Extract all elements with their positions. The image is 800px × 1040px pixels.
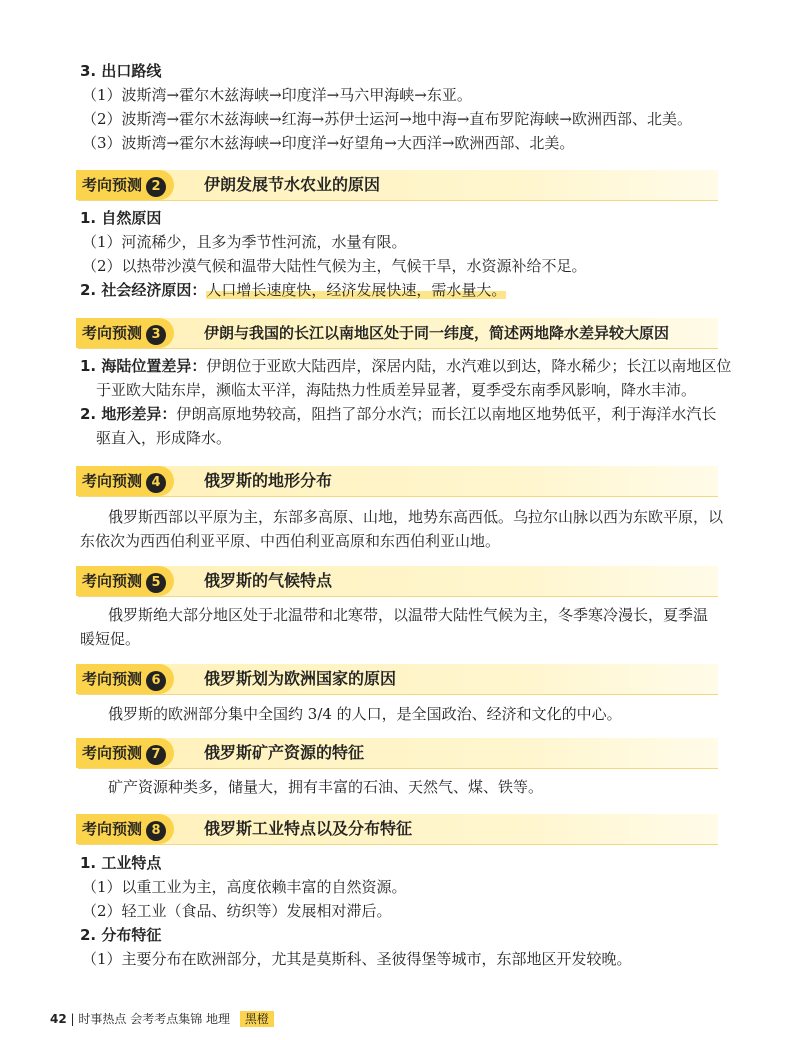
topic-tag: 考向预测 8: [76, 814, 174, 844]
route-2: （2）波斯湾→霍尔木兹海峡→红海→苏伊士运河→地中海→直布罗陀海峡→欧洲西部、北美。: [82, 110, 692, 128]
section-heading: 3. 出口路线: [80, 62, 162, 80]
edition-badge: 黑橙: [240, 1011, 274, 1027]
paragraph-line: 矿产资源种类多，储量大，拥有丰富的石油、天然气、煤、铁等。: [108, 778, 544, 796]
page-footer: [50, 1010, 274, 1027]
topic-bar-2: [78, 170, 718, 201]
topic-tag: 考向预测 6: [76, 664, 174, 694]
topic-bar-6: [78, 664, 718, 695]
route-1: （1）波斯湾→霍尔木兹海峡→印度洋→马六甲海峡→东亚。: [82, 86, 472, 104]
topic-tag: 考向预测 5: [76, 566, 174, 596]
topic-bar-5: [78, 566, 718, 597]
answer-line: （2）轻工业（食品、纺织等）发展相对滞后。: [82, 902, 392, 920]
answer-line: 2. 社会经济原因：人口增长速度快，经济发展快速，需水量大。: [80, 281, 507, 299]
topic-tag: 考向预测 7: [76, 738, 174, 768]
answer-line: 驱直入，形成降水。: [96, 429, 232, 447]
answer-line: 2. 地形差异：伊朗高原地势较高，阻挡了部分水汽；而长江以南地区地势低平，利于海洋水汽长: [80, 405, 717, 423]
paragraph-line: 俄罗斯的欧洲部分集中全国约 3/4 的人口，是全国政治、经济和文化的中心。: [108, 705, 622, 723]
page-number: 42: [50, 1012, 67, 1026]
book-title: | 时事热点 会考考点集锦 地理: [70, 1012, 231, 1026]
topic-tag: 考向预测 4: [76, 466, 174, 496]
answer-line: （1）主要分布在欧洲部分，尤其是莫斯科、圣彼得堡等城市，东部地区开发较晚。: [82, 950, 632, 968]
topic-title: 俄罗斯的气候特点: [204, 571, 333, 590]
topic-tag: 考向预测 3: [76, 318, 174, 348]
topic-bar-8: [78, 814, 718, 845]
topic-title: 伊朗发展节水农业的原因: [204, 175, 381, 194]
paragraph-line: 俄罗斯西部以平原为主，东部多高原、山地，地势东高西低。乌拉尔山脉以西为东欧平原，以: [108, 508, 724, 526]
paragraph-line: 俄罗斯绝大部分地区处于北温带和北寒带，以温带大陆性气候为主，冬季寒冷漫长，夏季温: [108, 606, 709, 624]
subheading: 1. 自然原因: [80, 209, 162, 227]
paragraph-line: 暖短促。: [80, 630, 141, 648]
answer-line: 于亚欧大陆东岸，濒临太平洋，海陆热力性质差异显著，夏季受东南季风影响，降水丰沛。: [96, 381, 697, 399]
subheading: 2. 分布特征: [80, 926, 162, 944]
answer-line: （1）以重工业为主，高度依赖丰富的自然资源。: [82, 878, 407, 896]
topic-bar-7: [78, 738, 718, 769]
answer-line: （2）以热带沙漠气候和温带大陆性气候为主，气候干旱，水资源补给不足。: [82, 257, 587, 275]
subheading: 1. 工业特点: [80, 854, 162, 872]
topic-title: 伊朗与我国的长江以南地区处于同一纬度，简述两地降水差异较大原因: [204, 324, 670, 342]
topic-tag: 考向预测 2: [76, 170, 174, 200]
paragraph-line: 东依次为西西伯利亚平原、中西伯利亚高原和东西伯利亚山地。: [80, 532, 501, 550]
topic-title: 俄罗斯划为欧洲国家的原因: [204, 669, 397, 688]
topic-title: 俄罗斯矿产资源的特征: [204, 743, 365, 762]
topic-bar-3: [78, 318, 718, 349]
route-3: （3）波斯湾→霍尔木兹海峡→印度洋→好望角→大西洋→欧洲西部、北美。: [82, 134, 575, 152]
topic-bar-4: [78, 466, 718, 497]
answer-line: 1. 海陆位置差异：伊朗位于亚欧大陆西岸，深居内陆，水汽难以到达，降水稀少；长江以南地区位: [80, 357, 732, 375]
topic-title: 俄罗斯工业特点以及分布特征: [204, 819, 413, 838]
topic-title: 俄罗斯的地形分布: [204, 471, 333, 490]
answer-line: （1）河流稀少，且多为季节性河流，水量有限。: [82, 233, 407, 251]
